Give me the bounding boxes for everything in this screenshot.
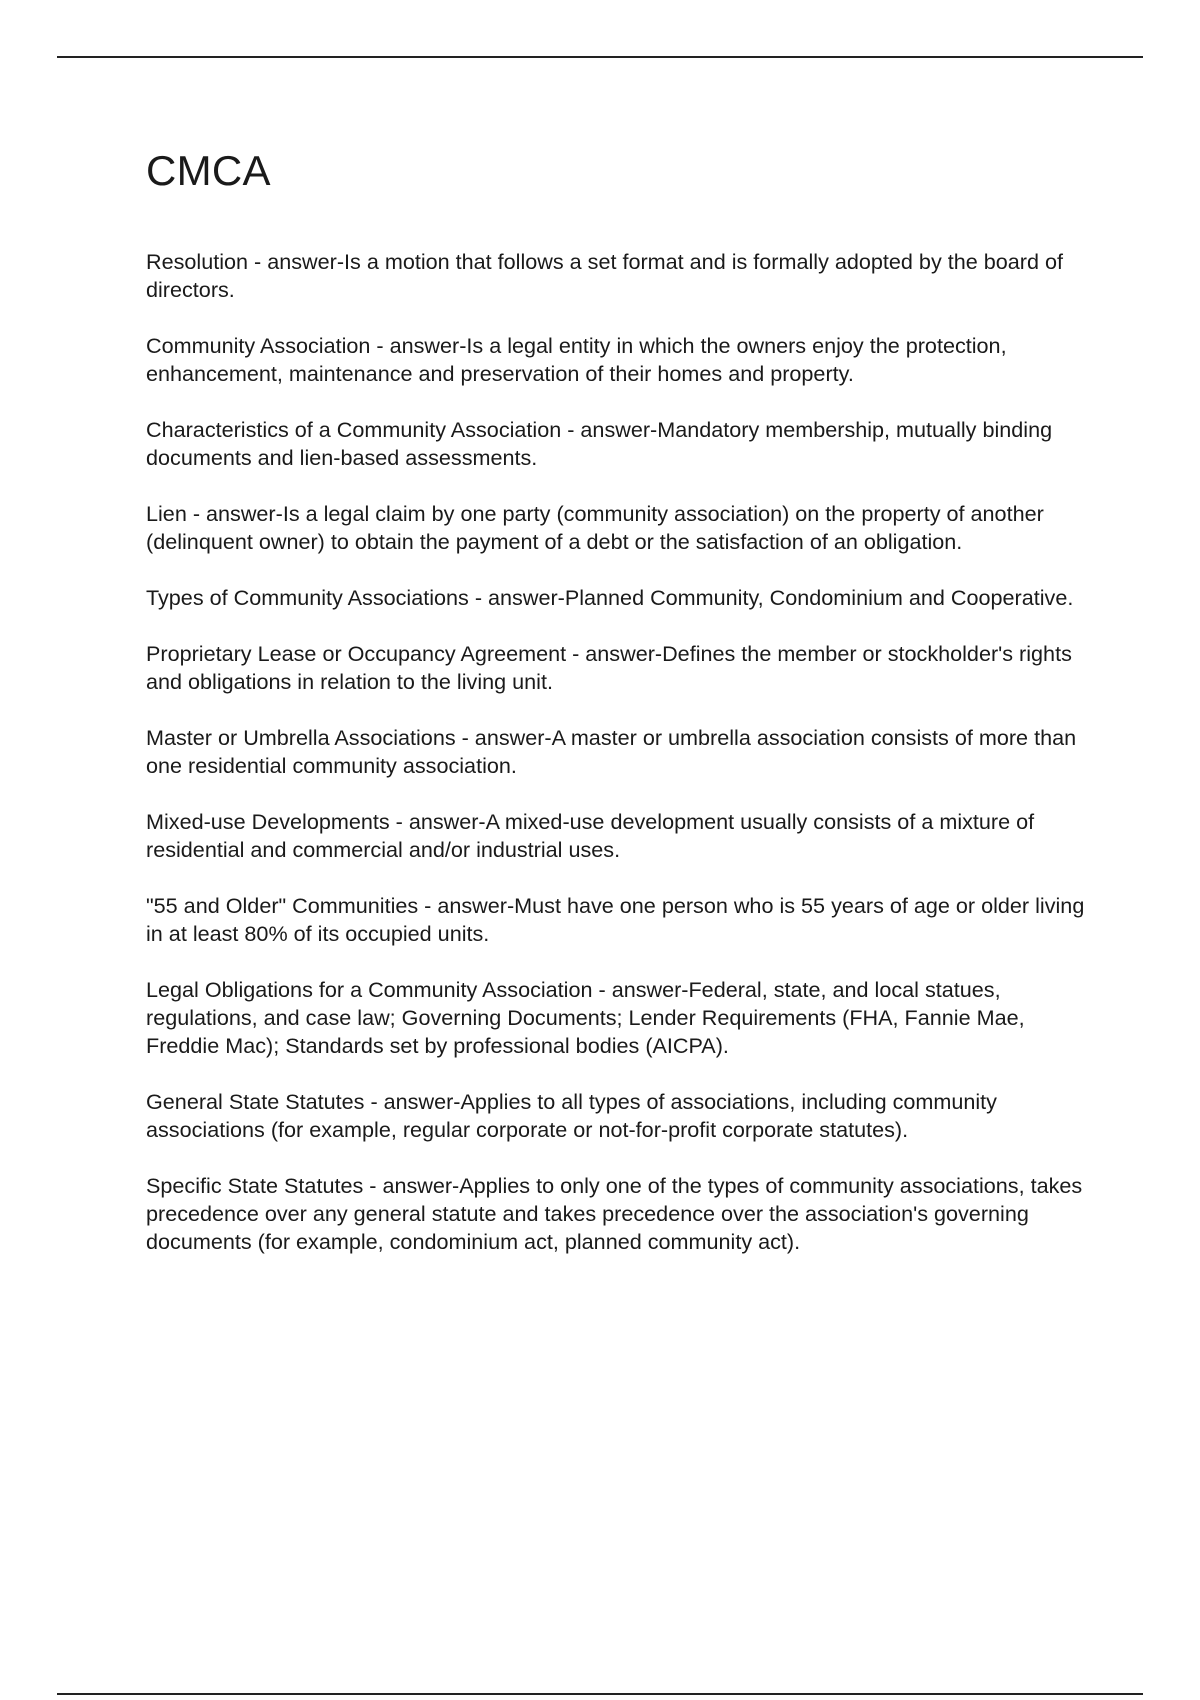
entry-specific-statutes: Specific State Statutes - answer-Applies to only one of the types of community associations, takes precedence over any general statute and takes precedence over the association's governing documents (for example, condominium act, planned community act). (146, 1173, 1083, 1254)
entry-mixed-use: Mixed-use Developments - answer-A mixed-use development usually consists of a mixture of residential and commercial and/or industrial uses. (146, 809, 1035, 862)
entry-community-association: Community Association - answer-Is a legal entity in which the owners enjoy the protection, enhancement, maintenance and preservation of their homes and property. (146, 333, 1007, 386)
top-rule (57, 56, 1143, 58)
entry-general-statutes: General State Statutes - answer-Applies to all types of associations, including community associations (for example, regular corporate or not-for-profit corporate statutes). (146, 1089, 997, 1142)
entry-resolution: Resolution - answer-Is a motion that follows a set format and is formally adopted by the board of directors. (146, 249, 1063, 302)
entry-lien: Lien - answer-Is a legal claim by one party (community association) on the property of another (delinquent owner) to obtain the payment of a debt or the satisfaction of an obligation. (146, 501, 1044, 554)
entry-legal-obligations: Legal Obligations for a Community Association - answer-Federal, state, and local statues, regulations, and case law; Governing Documents; Lender Requirements (FHA, Fannie Mae, Freddie Mac); Standards set by professional bodies (AICPA). (146, 977, 1025, 1058)
entry-characteristics: Characteristics of a Community Association - answer-Mandatory membership, mutually binding documents and lien-based assessments. (146, 417, 1053, 470)
page-title: CMCA (146, 147, 271, 194)
document-body (146, 146, 1101, 1284)
entry-types: Types of Community Associations - answer-Planned Community, Condominium and Cooperative. (146, 585, 1074, 610)
entry-proprietary-lease: Proprietary Lease or Occupancy Agreement - answer-Defines the member or stockholder's rights and obligations in relation to the living unit. (146, 641, 1072, 694)
bottom-rule (57, 1693, 1143, 1695)
entry-55-and-older: "55 and Older" Communities - answer-Must have one person who is 55 years of age or older living in at least 80% of its occupied units. (146, 893, 1085, 946)
entry-master-associations: Master or Umbrella Associations - answer-A master or umbrella association consists of more than one residential community association. (146, 725, 1077, 778)
